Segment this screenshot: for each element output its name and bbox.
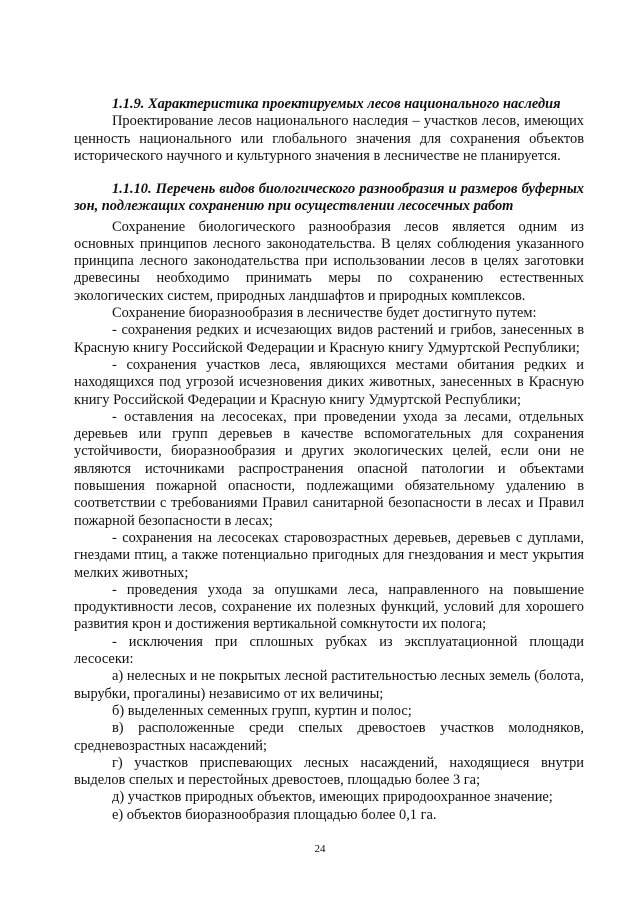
list-item: - сохранения на лесосеках старовозрастных деревьев, деревьев с дуплами, гнездами птиц, а также потенциально пригодных для гнездования и мест укрытия мелких животных; [74,529,584,581]
list-item: е) объектов биоразнообразия площадью более 0,1 га. [112,806,437,823]
section-1-1-10 [74,181,584,824]
list-item: - исключения при сплошных рубках из эксплуатационной площади лесосеки: [74,633,584,668]
paragraph: Сохранение биоразнообразия в лесничестве будет достигнуто путем: [112,305,537,322]
page-number: 24 [314,843,326,855]
list-item: - оставления на лесосеках, при проведении ухода за лесами, отдельных деревьев или групп деревьев в качестве вспомогательных для сохранения устойчивости, биоразнообразия и других экологических целей, если они не являются источниками распространения опасной патологии и объектами повышения пожарной опасности, подлежащими обязательному удалению в соответствии с требованиями Правил санитарной безопасности в лесах и Правил пожарной безопасности в лесах; [74,408,584,529]
paragraph: Проектирование лесов национального наследия – участков лесов, имеющих ценность национального или глобального значения для сохранения объектов исторического научного и культурного значения в лесничестве не планируется. [74,113,584,164]
list-item: - сохранения редких и исчезающих видов растений и грибов, занесенных в Красную книгу Российской Федерации и Красную книгу Удмуртской Республики; [74,322,584,356]
list-item: - проведения ухода за опушками леса, направленного на повышение продуктивности лесов, сохранение их полезных функций, условий для хорошего развития крон и достижения вертикальной сомкнутости их полога; [74,581,584,633]
section-1-1-9 [74,96,584,165]
list-item: - сохранения участков леса, являющихся местами обитания редких и находящихся под угрозой исчезновения диких животных, занесенных в Красную книгу Российской Федерации и Красную книгу Удмуртской Республики; [74,356,584,408]
list-item: в) расположенные среди спелых древостоев участков молодняков, средневозрастных насаждений; [74,720,584,754]
list-item: б) выделенных семенных групп, куртин и полос; [112,702,412,719]
list-item: а) нелесных и не покрытых лесной растительностью лесных земель (болота, вырубки, прогалины) независимо от их величины; [74,668,584,702]
section-heading: 1.1.10. Перечень видов биологического разнообразия и размеров буферных зон, подлежащих сохранению при осуществлении лесосечных работ [74,181,584,215]
list-item: г) участков приспевающих лесных насаждений, находящиеся внутри выделов спелых и перестойных древостоев, площадью более 3 га; [74,754,584,789]
paragraph: Сохранение биологического разнообразия лесов является одним из основных принципов лесного законодательства. В целях соблюдения указанного принципа лесного законодательства при использовании лесов в целях заготовки древесины необходимо принимать меры по сохранению естественных экологических систем, природных ландшафтов и природных комплексов. [74,218,584,304]
section-heading: 1.1.9. Характеристика проектируемых лесов национального наследия [112,96,561,112]
list-item: д) участков природных объектов, имеющих природоохранное значение; [112,789,553,806]
